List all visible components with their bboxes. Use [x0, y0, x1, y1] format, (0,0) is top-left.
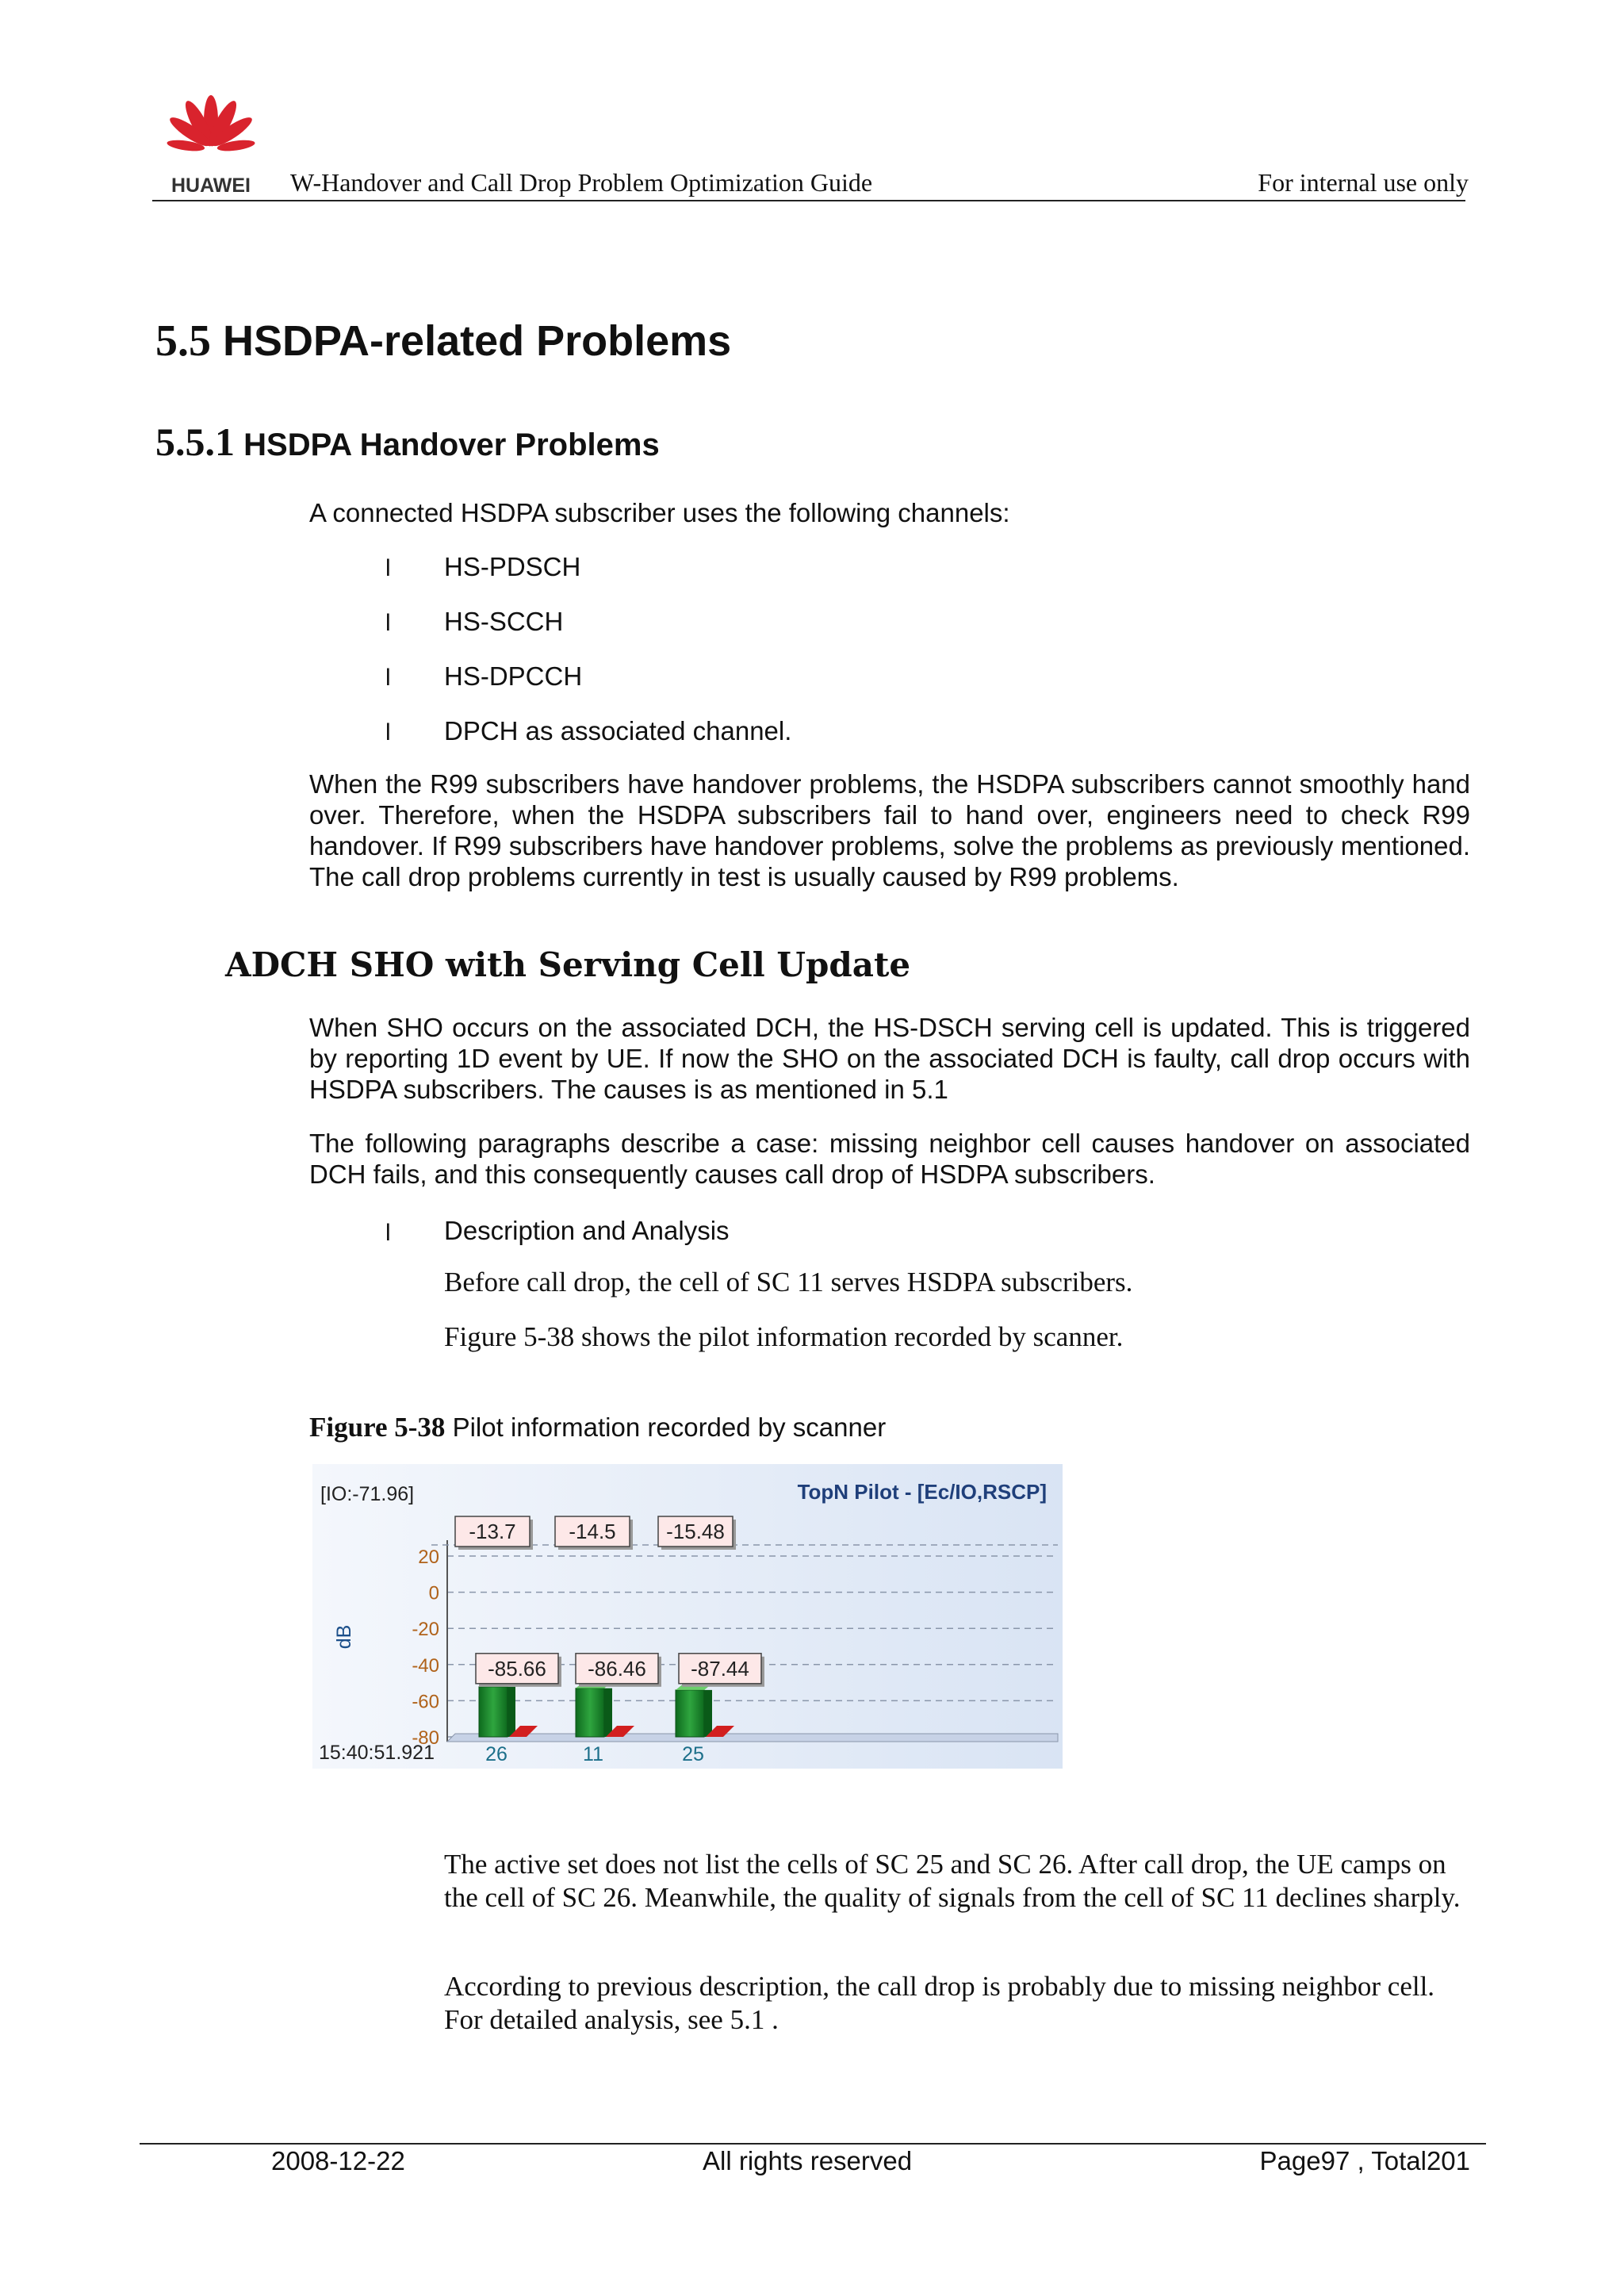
list-item: Description and Analysis	[444, 1216, 730, 1245]
case-paragraph: The following paragraphs describe a case: missing neighbor cell causes handover on associated DCH fails, and this consequently causes call drop of HSDPA subscribers.	[309, 1129, 1470, 1189]
active-set-paragraph: The active set does not list the cells of SC 25 and SC 26. After call drop, the UE camps on the cell of SC 26. Meanwhile, the quality of signals from the cell of SC 11 declines sharply.	[444, 1849, 1461, 1913]
conclusion-paragraph: According to previous description, the call drop is probably due to missing neighbor cell. For detailed analysis, see 5.1 .	[444, 1971, 1435, 2035]
bullet-marker: l	[385, 719, 391, 746]
x-category-label: 26	[485, 1743, 508, 1765]
header-title: W-Handover and Call Drop Problem Optimization Guide	[290, 168, 873, 197]
x-category-label: 11	[583, 1743, 603, 1765]
io-label: [IO:-71.96]	[320, 1483, 415, 1505]
intro-paragraph: A connected HSDPA subscriber uses the following channels:	[309, 498, 1010, 527]
y-tick-label: 20	[418, 1547, 439, 1568]
rscp-data-label: -86.46	[588, 1656, 646, 1681]
footer-divider	[140, 2143, 1486, 2145]
bullet-marker: l	[385, 665, 391, 691]
chart-title: TopN Pilot - [Ec/IO,RSCP]	[797, 1480, 1047, 1504]
list-item: HS-DPCCH	[444, 661, 583, 691]
section-number: 5.5	[155, 316, 211, 366]
footer-page-number: Page97 , Total201	[1259, 2146, 1470, 2175]
chart-floor	[447, 1734, 1058, 1742]
subsection-title: HSDPA Handover Problems	[243, 427, 660, 462]
y-tick-label: -80	[412, 1727, 439, 1749]
chart-timestamp: 15:40:51.921	[319, 1742, 435, 1764]
adch-heading: ADCH SHO with Serving Cell Update	[225, 945, 911, 984]
figure-label: Figure 5-38	[309, 1412, 446, 1443]
bullet-marker: l	[385, 555, 391, 581]
ec-io-data-label: -14.5	[569, 1520, 616, 1543]
bullet-marker: l	[385, 1220, 391, 1246]
r99-paragraph: When the R99 subscribers have handover problems, the HSDPA subscribers cannot smoothly hand over. Therefore, when the HSDPA subscribers fail to hand over, engineers need to check R99 handover. If R99 subscribers have handover problems, solve the problems as previously mentioned. The call drop problems currently in test is usually caused by R99 problems.	[309, 769, 1470, 891]
ec-io-data-label: -13.7	[469, 1520, 516, 1543]
ec-io-bar-side	[604, 1688, 612, 1737]
ec-io-data-label: -15.48	[666, 1520, 725, 1543]
ec-io-bar	[479, 1687, 508, 1737]
footer-rights: All rights reserved	[703, 2146, 913, 2175]
y-tick-label: -20	[412, 1619, 439, 1641]
ec-io-bar-side	[508, 1687, 515, 1737]
huawei-logo	[155, 89, 266, 200]
subsection-heading	[155, 419, 660, 465]
bullet-marker: l	[385, 610, 391, 636]
ec-io-bar-side	[704, 1690, 712, 1737]
subsection-number: 5.5.1	[155, 420, 235, 464]
figure-caption-text: Pilot information recorded by scanner	[452, 1412, 887, 1442]
header-divider	[152, 200, 1465, 201]
y-tick-label: 0	[428, 1582, 439, 1604]
figure-reference-paragraph: Figure 5-38 shows the pilot information recorded by scanner.	[444, 1321, 1124, 1352]
list-item: HS-PDSCH	[444, 552, 581, 581]
pilot-chart	[312, 1464, 1063, 1769]
footer-date: 2008-12-22	[271, 2146, 405, 2175]
y-tick-label: -60	[412, 1691, 439, 1713]
ec-io-bar	[676, 1690, 704, 1737]
rscp-data-label: -87.44	[691, 1656, 749, 1681]
section-heading	[155, 316, 731, 366]
svg-text:HUAWEI: HUAWEI	[171, 174, 251, 197]
before-drop-paragraph: Before call drop, the cell of SC 11 serves HSDPA subscribers.	[444, 1267, 1133, 1297]
header-classification: For internal use only	[1258, 168, 1469, 197]
ec-io-bar	[576, 1688, 604, 1737]
list-item: HS-SCCH	[444, 607, 564, 636]
figure-caption	[309, 1412, 886, 1443]
y-axis-label: dB	[333, 1624, 355, 1650]
list-item: DPCH as associated channel.	[444, 716, 792, 746]
sho-paragraph: When SHO occurs on the associated DCH, the HS-DSCH serving cell is updated. This is triggered by reporting 1D event by UE. If now the SHO on the associated DCH is faulty, call drop occurs with HSDPA subscribers. The causes is as mentioned in 5.1	[309, 1013, 1470, 1104]
section-title: HSDPA-related Problems	[223, 317, 732, 365]
rscp-data-label: -85.66	[488, 1656, 546, 1681]
x-category-label: 25	[682, 1743, 704, 1765]
y-tick-label: -40	[412, 1654, 439, 1677]
